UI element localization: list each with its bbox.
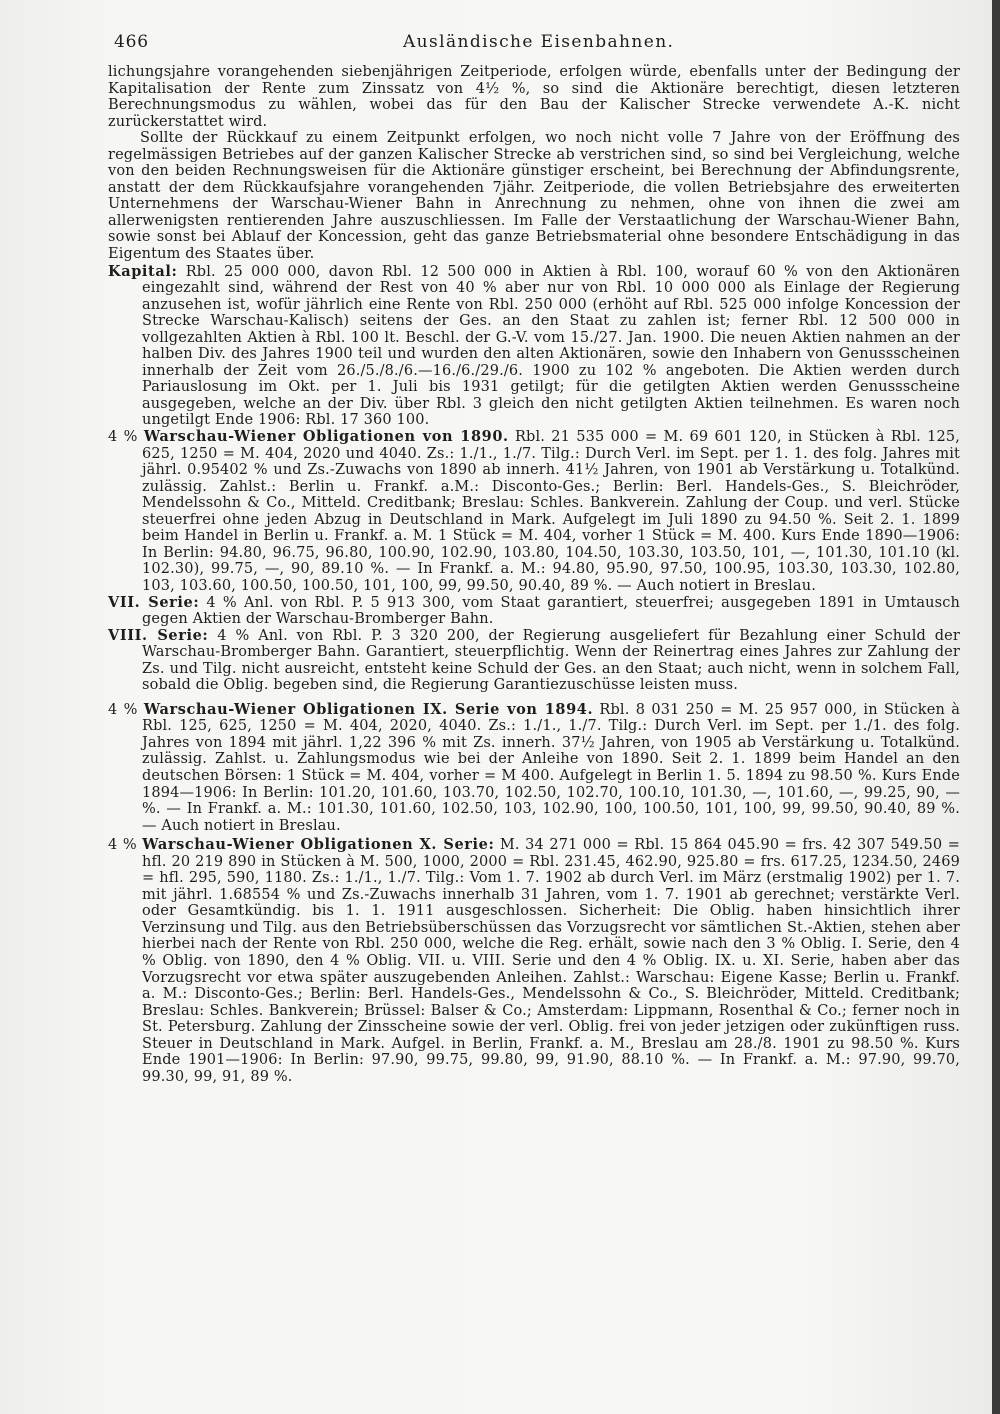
section-obligationen-1890	[108, 429, 960, 594]
section-prefix: 4 %	[108, 837, 137, 854]
page-body	[108, 64, 960, 1085]
section-kapital	[108, 264, 960, 429]
paragraph-text: Sollte der Rückkauf zu einem Zeitpunkt erfolgen, wo noch nicht volle 7 Jahre von der Eröffnung des regelmässigen Betriebes auf der ganzen Kalischer Strecke ab verstrichen sind, so sind bei Vergleichung, welche von den beiden Rechnungsweisen für die Aktionäre günstiger erscheint, bei Berechnung der Abfindungsrente, anstatt der dem Rückkaufsjahre vorangehenden 7jähr. Zeitperiode, die vollen Betriebsjahre des erweiterten Unternehmens der Warschau-Wiener Bahn in Anrechnung zu nehmen, ohne von ihnen die zwei am allerwenigsten rentierenden Jahre auszuschliessen. Im Falle der Verstaatlichung der Warschau-Wiener Bahn, sowie sonst bei Ablauf der Koncession, geht das ganze Betriebsmaterial ohne besondere Entschädigung in das Eigentum des Staates über.	[108, 130, 960, 263]
scan-edge	[992, 0, 1000, 1414]
section-lead: Warschau-Wiener Obligationen X. Serie:	[142, 836, 495, 854]
paragraph-rueckkauf	[108, 130, 960, 262]
section-text: M. 34 271 000 = Rbl. 15 864 045.90 = frs. 42 307 549.50 = hfl. 20 219 890 in Stücken à M. 500, 1000, 2000 = Rbl. 231.45, 462.90, 925.80 = frs. 617.25, 1234.50, 2469 = hfl. 295, 590, 1180. Zs.: 1./1., 1./7. Tilg.: Vom 1. 7. 1902 ab durch Verl. im März (erstmalig 1902) per 1. 7. mit jährl. 1.68554 % und Zs.-Zuwachs innerhalb 31 Jahren, vom 1. 7. 1901 ab gerechnet; verstärkte Verl. oder Gesamtkündig. bis 1. 1. 1911 ausgeschlossen. Sicherheit: Die Oblig. haben hinsichtlich ihrer Verzinsung und Tilg. aus den Betriebsüberschüssen das Vorzugsrecht vor sämtlichen St.-Aktien, stehen aber hierbei nach der Rente von Rbl. 250 000, welche die Reg. erhält, sowie nach den 3 % Oblig. I. Serie, den 4 % Oblig. von 1890, den 4 % Oblig. VII. u. VIII. Serie und den 4 % Oblig. IX. u. XI. Serie, haben aber das Vorzugsrecht vor etwa später auszugebenden Anleihen. Zahlst.: Warschau: Eigene Kasse; Berlin u. Frankf. a. M.: Disconto-Ges.; Berlin: Berl. Handels-Ges., Mendelssohn & Co., S. Bleichröder, Mitteld. Creditbank; Breslau: Schles. Bankverein; Brüssel: Balser & Co.; Amsterdam: Lippmann, Rosenthal & Co.; ferner noch in St. Petersburg. Zahlung der Zinsscheine sowie der verl. Oblig. frei von jeder jetzigen oder zukünftigen russ. Steuer in Deutschland in Mark. Aufgel. in Berlin, Frankf. a. M., Breslau am 28./8. 1901 zu 98.50 %. Kurs Ende 1901—1906: In Berlin: 97.90, 99.75, 99.80, 99, 91.90, 88.10 %. — In Frankf. a. M.: 97.90, 99.70, 99.30, 99, 91, 89 %.	[142, 837, 960, 1085]
section-lead: Warschau-Wiener Obligationen IX. Serie von 1894.	[143, 700, 594, 718]
section-serie-viii	[108, 628, 960, 694]
section-lead: Warschau-Wiener Obligationen von 1890.	[143, 428, 509, 446]
page-header	[108, 22, 960, 64]
running-title: Ausländische Eisenbahnen.	[403, 32, 675, 52]
paragraph-rueckkauf-intro	[108, 64, 960, 130]
section-text: Rbl. 21 535 000 = M. 69 601 120, in Stücken à Rbl. 125, 625, 1250 = M. 404, 2020 und 4040. Zs.: 1./1., 1./7. Tilg.: Durch Verl. im Sept. per 1. 1. des folg. Jahres mit jährl. 0.95402 % und Zs.-Zuwachs von 1890 ab innerh. 41½ Jahren, von 1901 ab Verstärkung u. Totalkünd. zulässig. Zahlst.: Berlin u. Frankf. a.M.: Disconto-Ges.; Berlin: Berl. Handels-Ges., S. Bleichröder, Mendelssohn & Co., Mitteld. Creditbank; Breslau: Schles. Bankverein. Zahlung der Coup. und verl. Stücke steuerfrei ohne jeden Abzug in Deutschland in Mark. Aufgelegt im Juli 1890 zu 94.50 %. Seit 2. 1. 1899 beim Handel in Berlin u. Frankf. a. M. 1 Stück = M. 404, vorher 1 Stück = M. 400. Kurs Ende 1890—1906: In Berlin: 94.80, 96.75, 96.80, 100.90, 102.90, 103.80, 104.50, 103.30, 103.50, 101, —, 101.30, 101.10 (kl. 102.30), 99.75, —, 90, 89.10 %. — In Frankf. a. M.: 94.80, 95.90, 97.50, 100.95, 103.30, 103.30, 102.80, 103, 103.60, 100.50, 100.50, 101, 100, 99, 99.50, 90.40, 89 %. — Auch notiert in Breslau.	[142, 429, 961, 594]
section-prefix: 4 %	[108, 429, 138, 446]
section-text: Rbl. 8 031 250 = M. 25 957 000, in Stücken à Rbl. 125, 625, 1250 = M. 404, 2020, 4040. Zs.: 1./1., 1./7. Tilg.: Durch Verl. im Sept. per 1./1. des folg. Jahres von 1894 mit jährl. 1,22 396 % mit Zs. innerh. 37½ Jahren, von 1905 ab Verstärkung u. Totalkünd. zulässig. Zahlst. u. Zahlungsmodus wie bei der Anleihe von 1890. Seit 2. 1. 1899 beim Handel an den deutschen Börsen: 1 Stück = M. 404, vorher = M 400. Aufgelegt in Berlin 1. 5. 1894 zu 98.50 %. Kurs Ende 1894—1906: In Berlin: 101.20, 101.60, 103.70, 102.50, 102.70, 100.10, 101.30, —, 101.60, —, 99.25, 90, — %. — In Frankf. a. M.: 101.30, 101.60, 102.50, 103, 102.90, 100, 100.50, 101, 100, 99, 99.50, 90.40, 89 %. — Auch notiert in Breslau.	[142, 701, 961, 834]
section-text: 4 % Anl. von Rbl. P. 5 913 300, vom Staat garantiert, steuerfrei; ausgegeben 1891 in Umtausch gegen Aktien der Warschau-Bromberger Bahn.	[142, 594, 961, 628]
paragraph-text: lichungsjahre vorangehenden siebenjährigen Zeitperiode, erfolgen würde, ebenfalls unter der Bedingung der Kapitalisation der Rente zum Zinssatz von 4½ %, so sind die Aktionäre berechtigt, diesen letzteren Berechnungsmodus zu wählen, wobei das für den Bau der Kalischer Strecke verwendete A.-K. nicht zurückerstattet wird.	[108, 64, 960, 130]
section-obligationen-ix	[108, 702, 960, 834]
page-number: 466	[114, 32, 149, 52]
section-prefix: 4 %	[108, 701, 138, 718]
section-lead: VII. Serie:	[108, 593, 200, 611]
section-text: Rbl. 25 000 000, davon Rbl. 12 500 000 in Aktien à Rbl. 100, worauf 60 % von den Aktionären eingezahlt sind, während der Rest von 40 % aber nur von Rbl. 10 000 000 als Einlage der Regierung anzusehen ist, wofür jährlich eine Rente von Rbl. 250 000 (erhöht auf Rbl. 525 000 infolge Koncession der Strecke Warschau-Kalisch) seitens der Ges. an den Staat zu zahlen ist; ferner Rbl. 12 500 000 in vollgezahlten Aktien à Rbl. 100 lt. Beschl. der G.-V. vom 15./27. Jan. 1900. Die neuen Aktien nahmen an der halben Div. des Jahres 1900 teil und wurden den alten Aktionären, sowie den Inhabern von Genussscheinen innerhalb der Zeit vom 26./5./8./6.—16./6./29./6. 1900 zu 102 % angeboten. Die Aktien werden durch Pariauslosung im Okt. per 1. Juli bis 1931 getilgt; für die getilgten Aktien werden Genussscheine ausgegeben, welche an der Div. über Rbl. 3 gleich den nicht getilgten Aktien teilnehmen. Es waren noch ungetilgt Ende 1906: Rbl. 17 360 100.	[142, 263, 960, 429]
section-serie-vii	[108, 595, 960, 628]
section-lead: Kapital:	[108, 262, 178, 280]
section-obligationen-x	[108, 837, 960, 1085]
section-lead: VIII. Serie:	[108, 626, 209, 644]
section-text: 4 % Anl. von Rbl. P. 3 320 200, der Regierung ausgeliefert für Bezahlung einer Schuld der Warschau-Bromberger Bahn. Garantiert, steuerpflichtig. Wenn der Reinertrag eines Jahres zur Zahlung der Zs. und Tilg. nicht ausreicht, entsteht keine Schuld der Ges. an den Staat; auch nicht, wenn in solchem Fall, sobald die Oblig. begeben sind, die Regierung Garantiezuschüsse leisten muss.	[142, 627, 960, 694]
